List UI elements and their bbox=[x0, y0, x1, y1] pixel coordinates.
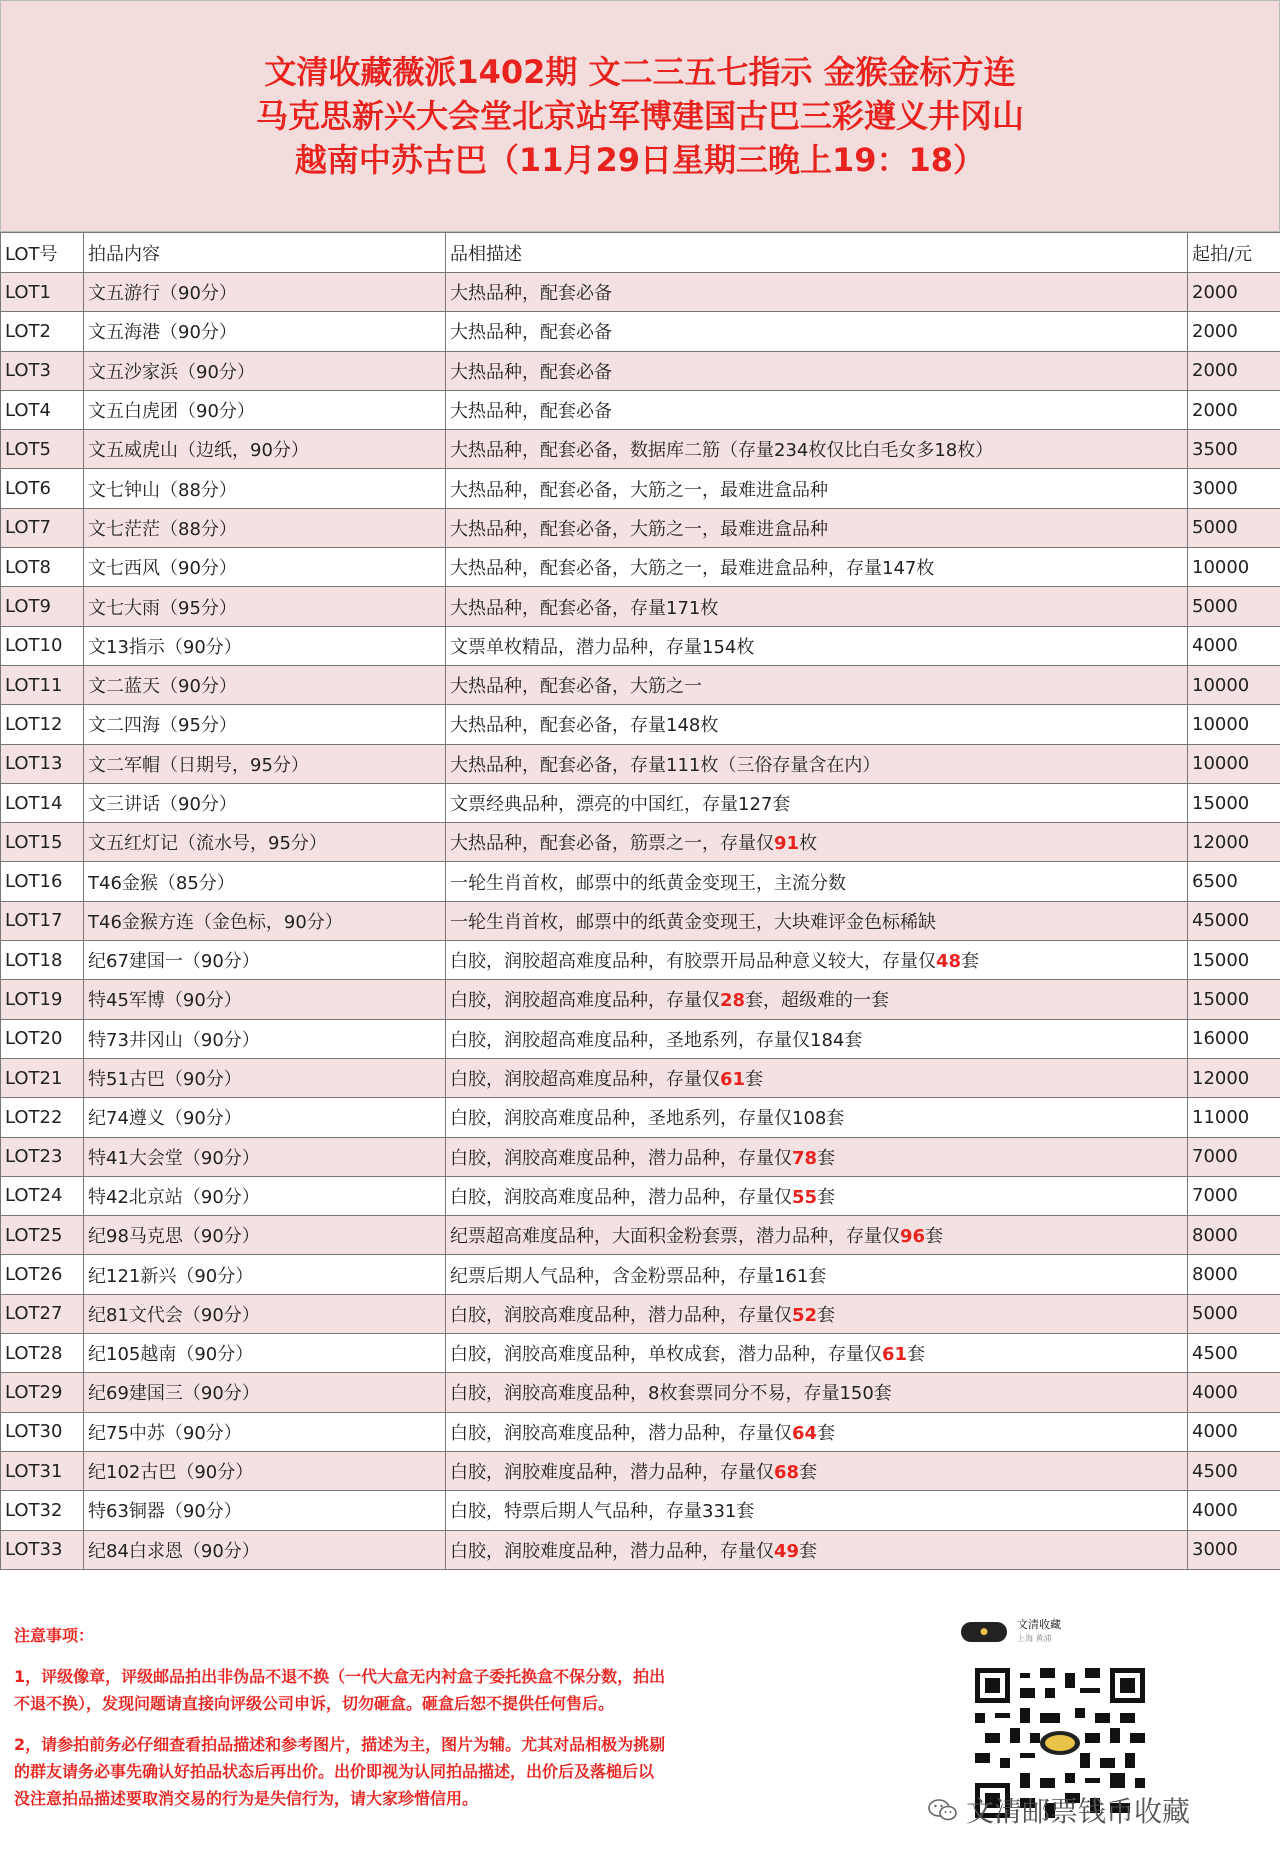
lot-start-price: 12000 bbox=[1188, 1058, 1280, 1097]
table-row bbox=[1, 1373, 1280, 1412]
description-text: 枚 bbox=[799, 833, 818, 855]
lot-start-price: 4000 bbox=[1188, 1373, 1280, 1412]
lot-start-price: 8000 bbox=[1188, 1216, 1280, 1255]
lot-description bbox=[446, 1412, 1188, 1451]
lot-number: LOT30 bbox=[1, 1412, 84, 1451]
lot-item: 纪105越南（90分） bbox=[84, 1334, 446, 1373]
lot-description bbox=[446, 508, 1188, 547]
table-row bbox=[1, 469, 1280, 508]
notes-paragraph-1: 1，评级像章，评级邮品拍出非伪品不退不换（一代大盒无内衬盒子委托换盒不保分数，拍出 不退不换），发现问题请直接向评级公司申诉，切勿砸盒。砸盒后恕不提供任何售后。 bbox=[14, 1667, 666, 1713]
table-body bbox=[1, 273, 1280, 1570]
lot-description bbox=[446, 705, 1188, 744]
table-row bbox=[1, 901, 1280, 940]
lot-description bbox=[446, 665, 1188, 704]
description-text: 白胶，润胶高难度品种，圣地系列，存量仅108套 bbox=[450, 1108, 845, 1130]
table-header-row bbox=[1, 233, 1280, 273]
lot-description bbox=[446, 1137, 1188, 1176]
lot-item: 文七西风（90分） bbox=[84, 548, 446, 587]
lot-start-price: 10000 bbox=[1188, 744, 1280, 783]
lot-description bbox=[446, 390, 1188, 429]
lot-start-price: 6500 bbox=[1188, 862, 1280, 901]
table-row bbox=[1, 273, 1280, 312]
lot-number: LOT13 bbox=[1, 744, 84, 783]
description-text: 文票经典品种，漂亮的中国红，存量127套 bbox=[450, 794, 791, 815]
lot-item: 文五沙家浜（90分） bbox=[84, 351, 446, 390]
highlight-quantity: 64 bbox=[792, 1422, 818, 1444]
table-row bbox=[1, 705, 1280, 744]
lot-number: LOT16 bbox=[1, 862, 84, 901]
lot-item: T46金猴（85分） bbox=[84, 862, 446, 901]
lot-item: 特73井冈山（90分） bbox=[84, 1019, 446, 1058]
table-row bbox=[1, 1176, 1280, 1215]
highlight-quantity: 78 bbox=[792, 1147, 818, 1169]
lot-description bbox=[446, 783, 1188, 822]
page-header bbox=[0, 0, 1280, 232]
description-text: 套 bbox=[817, 1304, 836, 1326]
lot-start-price: 16000 bbox=[1188, 1019, 1280, 1058]
table-row bbox=[1, 1412, 1280, 1451]
lot-description bbox=[446, 1373, 1188, 1412]
lot-item: 文五威虎山（边纸，90分） bbox=[84, 430, 446, 469]
lot-description bbox=[446, 1491, 1188, 1530]
col-header-item: 拍品内容 bbox=[84, 233, 446, 273]
table-row bbox=[1, 941, 1280, 980]
lot-start-price: 4000 bbox=[1188, 626, 1280, 665]
highlight-quantity: 96 bbox=[900, 1226, 926, 1248]
watermark-text: 文清邮票钱币收藏 bbox=[966, 1795, 1191, 1828]
lot-item: 纪102古巴（90分） bbox=[84, 1451, 446, 1490]
description-text: 大热品种，配套必备，存量111枚（三俗存量含在内） bbox=[450, 754, 881, 776]
description-text: 大热品种，配套必备，数据库二筋（存量234枚仅比白毛女多18枚） bbox=[450, 440, 994, 462]
lot-description bbox=[446, 941, 1188, 980]
notes-section bbox=[14, 1622, 814, 1826]
lot-item: 文七茫茫（88分） bbox=[84, 508, 446, 547]
table-row bbox=[1, 508, 1280, 547]
lot-table bbox=[0, 232, 1280, 1570]
description-text: 白胶，润胶超高难度品种，圣地系列，存量仅184套 bbox=[450, 1029, 863, 1051]
qr-account-name: 文清收藏 bbox=[1017, 1618, 1061, 1631]
lot-number: LOT20 bbox=[1, 1019, 84, 1058]
lot-description bbox=[446, 1451, 1188, 1490]
description-text: 白胶，润胶难度品种，潜力品种，存量仅 bbox=[450, 1540, 774, 1562]
lot-start-price: 8000 bbox=[1188, 1255, 1280, 1294]
lot-number: LOT19 bbox=[1, 980, 84, 1019]
lot-start-price: 3000 bbox=[1188, 469, 1280, 508]
table-row bbox=[1, 430, 1280, 469]
lot-number: LOT26 bbox=[1, 1255, 84, 1294]
description-text: 文票单枚精品，潜力品种，存量154枚 bbox=[450, 636, 755, 658]
lot-item: 文七大雨（95分） bbox=[84, 587, 446, 626]
lot-number: LOT18 bbox=[1, 941, 84, 980]
title-line-3: 越南中苏古巴（11月29日星期三晚上19：18） bbox=[294, 141, 986, 179]
description-text: 纪票后期人气品种，含金粉票品种，存量161套 bbox=[450, 1265, 827, 1287]
highlight-quantity: 28 bbox=[720, 990, 746, 1012]
highlight-quantity: 91 bbox=[774, 833, 800, 855]
lot-description bbox=[446, 469, 1188, 508]
table-row bbox=[1, 1491, 1280, 1530]
qr-header bbox=[961, 1618, 1195, 1646]
lot-item: 特45军博（90分） bbox=[84, 980, 446, 1019]
description-text: 白胶，特票后期人气品种，存量331套 bbox=[450, 1501, 755, 1523]
lot-description bbox=[446, 312, 1188, 351]
lot-start-price: 10000 bbox=[1188, 705, 1280, 744]
description-text: 白胶，润胶超高难度品种，有胶票开局品种意义较大，存量仅 bbox=[450, 951, 936, 973]
table-row bbox=[1, 390, 1280, 429]
table-row bbox=[1, 1098, 1280, 1137]
lot-start-price: 10000 bbox=[1188, 665, 1280, 704]
lot-number: LOT2 bbox=[1, 312, 84, 351]
description-text: 白胶，润胶高难度品种，潜力品种，存量仅 bbox=[450, 1186, 792, 1208]
lot-number: LOT5 bbox=[1, 430, 84, 469]
table-row bbox=[1, 1451, 1280, 1490]
lot-description bbox=[446, 1098, 1188, 1137]
description-text: 大热品种，配套必备，大筋之一，最难进盒品种，存量147枚 bbox=[450, 558, 935, 580]
lot-start-price: 2000 bbox=[1188, 351, 1280, 390]
lot-start-price: 15000 bbox=[1188, 941, 1280, 980]
table-row bbox=[1, 1294, 1280, 1333]
lot-start-price: 11000 bbox=[1188, 1098, 1280, 1137]
lot-number: LOT21 bbox=[1, 1058, 84, 1097]
lot-start-price: 4500 bbox=[1188, 1451, 1280, 1490]
lot-item: 文三讲话（90分） bbox=[84, 783, 446, 822]
description-text: 套 bbox=[745, 1069, 764, 1091]
lot-start-price: 2000 bbox=[1188, 273, 1280, 312]
lot-number: LOT17 bbox=[1, 901, 84, 940]
lot-number: LOT10 bbox=[1, 626, 84, 665]
lot-start-price: 15000 bbox=[1188, 783, 1280, 822]
table-row bbox=[1, 783, 1280, 822]
lot-item: 纪67建国一（90分） bbox=[84, 941, 446, 980]
lot-start-price: 45000 bbox=[1188, 901, 1280, 940]
lot-description bbox=[446, 626, 1188, 665]
lot-item: 特63铜器（90分） bbox=[84, 1491, 446, 1530]
description-text: 套 bbox=[799, 1540, 818, 1562]
lot-start-price: 10000 bbox=[1188, 548, 1280, 587]
lot-description bbox=[446, 351, 1188, 390]
lot-description bbox=[446, 1019, 1188, 1058]
brand-logo: ● bbox=[961, 1622, 1007, 1642]
qr-account-location: 上海 黄浦 bbox=[1017, 1634, 1052, 1643]
description-text: 一轮生肖首枚，邮票中的纸黄金变现王，大块难评金色标稀缺 bbox=[450, 911, 936, 933]
lot-number: LOT25 bbox=[1, 1216, 84, 1255]
lot-start-price: 5000 bbox=[1188, 587, 1280, 626]
table-row bbox=[1, 862, 1280, 901]
description-text: 大热品种，配套必备，大筋之一，最难进盒品种 bbox=[450, 518, 828, 540]
description-text: 大热品种，配套必备 bbox=[450, 361, 612, 383]
description-text: 白胶，润胶难度品种，潜力品种，存量仅 bbox=[450, 1462, 774, 1484]
lot-start-price: 5000 bbox=[1188, 508, 1280, 547]
description-text: 白胶，润胶高难度品种，潜力品种，存量仅 bbox=[450, 1422, 792, 1444]
lot-start-price: 5000 bbox=[1188, 1294, 1280, 1333]
table-row bbox=[1, 980, 1280, 1019]
lot-item: 文五白虎团（90分） bbox=[84, 390, 446, 429]
lot-start-price: 2000 bbox=[1188, 312, 1280, 351]
col-header-price: 起拍/元 bbox=[1188, 233, 1280, 273]
lot-number: LOT7 bbox=[1, 508, 84, 547]
description-text: 大热品种，配套必备 bbox=[450, 401, 612, 423]
lot-description bbox=[446, 1294, 1188, 1333]
highlight-quantity: 68 bbox=[774, 1462, 800, 1484]
lot-description bbox=[446, 548, 1188, 587]
lot-start-price: 7000 bbox=[1188, 1176, 1280, 1215]
lot-number: LOT9 bbox=[1, 587, 84, 626]
lot-description bbox=[446, 1176, 1188, 1215]
lot-item: 特42北京站（90分） bbox=[84, 1176, 446, 1215]
notes-paragraph-2: 2，请参拍前务必仔细查看拍品描述和参考图片，描述为主，图片为辅。尤其对品相极为挑剔 的群友请务必事先确认好拍品状态后再出价。出价即视为认同拍品描述，出价后及落槌后以 没注意拍品描述要取消交易的行为是失信行为，请大家珍惜信用。 bbox=[14, 1735, 666, 1808]
lot-description bbox=[446, 744, 1188, 783]
lot-item: T46金猴方连（金色标，90分） bbox=[84, 901, 446, 940]
highlight-quantity: 48 bbox=[936, 951, 962, 973]
lot-start-price: 7000 bbox=[1188, 1137, 1280, 1176]
lot-item: 纪74遵义（90分） bbox=[84, 1098, 446, 1137]
lot-description bbox=[446, 1216, 1188, 1255]
lot-item: 文二四海（95分） bbox=[84, 705, 446, 744]
description-text: 大热品种，配套必备，存量171枚 bbox=[450, 597, 719, 619]
description-text: 白胶，润胶高难度品种，潜力品种，存量仅 bbox=[450, 1304, 792, 1326]
qr-account bbox=[1017, 1618, 1061, 1646]
description-text: 大热品种，配套必备 bbox=[450, 283, 612, 305]
lot-number: LOT32 bbox=[1, 1491, 84, 1530]
lot-number: LOT22 bbox=[1, 1098, 84, 1137]
table-row bbox=[1, 1530, 1280, 1569]
description-text: 大热品种，配套必备，存量148枚 bbox=[450, 715, 719, 737]
lot-item: 文13指示（90分） bbox=[84, 626, 446, 665]
table-row bbox=[1, 1019, 1280, 1058]
lot-number: LOT3 bbox=[1, 351, 84, 390]
lot-number: LOT6 bbox=[1, 469, 84, 508]
table-row bbox=[1, 823, 1280, 862]
lot-item: 特41大会堂（90分） bbox=[84, 1137, 446, 1176]
lot-start-price: 12000 bbox=[1188, 823, 1280, 862]
lot-start-price: 4500 bbox=[1188, 1334, 1280, 1373]
col-header-desc: 品相描述 bbox=[446, 233, 1188, 273]
description-text: 大热品种，配套必备 bbox=[450, 322, 612, 344]
lot-number: LOT1 bbox=[1, 273, 84, 312]
lot-description bbox=[446, 273, 1188, 312]
lot-number: LOT28 bbox=[1, 1334, 84, 1373]
lot-number: LOT11 bbox=[1, 665, 84, 704]
highlight-quantity: 52 bbox=[792, 1304, 818, 1326]
lot-number: LOT4 bbox=[1, 390, 84, 429]
title-line-1: 文清收藏薇派1402期 文二三五七指示 金猴金标方连 bbox=[264, 53, 1016, 91]
lot-item: 纪84白求恩（90分） bbox=[84, 1530, 446, 1569]
table-row bbox=[1, 665, 1280, 704]
description-text: 白胶，润胶超高难度品种，存量仅 bbox=[450, 990, 720, 1012]
description-text: 大热品种，配套必备，筋票之一，存量仅 bbox=[450, 833, 774, 855]
table-row bbox=[1, 1216, 1280, 1255]
lot-description bbox=[446, 862, 1188, 901]
lot-description bbox=[446, 901, 1188, 940]
lot-item: 纪121新兴（90分） bbox=[84, 1255, 446, 1294]
description-text: 套 bbox=[817, 1422, 836, 1444]
lot-number: LOT27 bbox=[1, 1294, 84, 1333]
table-row bbox=[1, 351, 1280, 390]
lot-description bbox=[446, 980, 1188, 1019]
description-text: 套，超级难的一套 bbox=[745, 990, 890, 1012]
table-row bbox=[1, 312, 1280, 351]
lot-start-price: 4000 bbox=[1188, 1491, 1280, 1530]
lot-number: LOT14 bbox=[1, 783, 84, 822]
wechat-icon bbox=[928, 1798, 958, 1822]
highlight-quantity: 49 bbox=[774, 1540, 800, 1562]
description-text: 白胶，润胶高难度品种，8枚套票同分不易，存量150套 bbox=[450, 1383, 892, 1405]
lot-number: LOT12 bbox=[1, 705, 84, 744]
lot-item: 文七钟山（88分） bbox=[84, 469, 446, 508]
lot-item: 纪75中苏（90分） bbox=[84, 1412, 446, 1451]
lot-description bbox=[446, 1334, 1188, 1373]
description-text: 套 bbox=[817, 1147, 836, 1169]
table-row bbox=[1, 587, 1280, 626]
lot-description bbox=[446, 430, 1188, 469]
lot-start-price: 3000 bbox=[1188, 1530, 1280, 1569]
description-text: 白胶，润胶高难度品种，单枚成套，潜力品种，存量仅 bbox=[450, 1344, 882, 1366]
description-text: 大热品种，配套必备，大筋之一 bbox=[450, 676, 702, 698]
description-text: 大热品种，配套必备，大筋之一，最难进盒品种 bbox=[450, 479, 828, 501]
lot-description bbox=[446, 1530, 1188, 1569]
description-text: 套 bbox=[925, 1226, 944, 1248]
table-row bbox=[1, 744, 1280, 783]
lot-item: 文五游行（90分） bbox=[84, 273, 446, 312]
lot-number: LOT8 bbox=[1, 548, 84, 587]
title-line-2: 马克思新兴大会堂北京站军博建国古巴三彩遵义井冈山 bbox=[255, 97, 1024, 135]
description-text: 套 bbox=[817, 1186, 836, 1208]
description-text: 纪票超高难度品种，大面积金粉套票，潜力品种，存量仅 bbox=[450, 1226, 900, 1248]
lot-start-price: 4000 bbox=[1188, 1412, 1280, 1451]
lot-item: 纪98马克思（90分） bbox=[84, 1216, 446, 1255]
description-text: 套 bbox=[961, 951, 980, 973]
description-text: 白胶，润胶超高难度品种，存量仅 bbox=[450, 1069, 720, 1091]
highlight-quantity: 61 bbox=[720, 1069, 746, 1091]
lot-start-price: 15000 bbox=[1188, 980, 1280, 1019]
table-row bbox=[1, 548, 1280, 587]
watermark bbox=[928, 1790, 1190, 1830]
lot-number: LOT24 bbox=[1, 1176, 84, 1215]
lot-description bbox=[446, 587, 1188, 626]
lot-start-price: 3500 bbox=[1188, 430, 1280, 469]
lot-number: LOT29 bbox=[1, 1373, 84, 1412]
highlight-quantity: 61 bbox=[882, 1344, 908, 1366]
highlight-quantity: 55 bbox=[792, 1186, 818, 1208]
lot-description bbox=[446, 1255, 1188, 1294]
col-header-lot: LOT号 bbox=[1, 233, 84, 273]
lot-number: LOT23 bbox=[1, 1137, 84, 1176]
notes-title: 注意事项： bbox=[14, 1626, 95, 1645]
lot-description bbox=[446, 1058, 1188, 1097]
lot-item: 文五红灯记（流水号，95分） bbox=[84, 823, 446, 862]
lot-number: LOT15 bbox=[1, 823, 84, 862]
description-text: 套 bbox=[907, 1344, 926, 1366]
lot-item: 特51古巴（90分） bbox=[84, 1058, 446, 1097]
lot-item: 纪81文代会（90分） bbox=[84, 1294, 446, 1333]
lot-number: LOT33 bbox=[1, 1530, 84, 1569]
lot-item: 纪69建国三（90分） bbox=[84, 1373, 446, 1412]
table-row bbox=[1, 1334, 1280, 1373]
lot-item: 文二军帽（日期号，95分） bbox=[84, 744, 446, 783]
description-text: 套 bbox=[799, 1462, 818, 1484]
description-text: 一轮生肖首枚，邮票中的纸黄金变现王，主流分数 bbox=[450, 872, 846, 894]
lot-number: LOT31 bbox=[1, 1451, 84, 1490]
description-text: 白胶，润胶高难度品种，潜力品种，存量仅 bbox=[450, 1147, 792, 1169]
lot-item: 文五海港（90分） bbox=[84, 312, 446, 351]
table-row bbox=[1, 1255, 1280, 1294]
lot-description bbox=[446, 823, 1188, 862]
table-row bbox=[1, 626, 1280, 665]
table-row bbox=[1, 1058, 1280, 1097]
lot-start-price: 2000 bbox=[1188, 390, 1280, 429]
table-row bbox=[1, 1137, 1280, 1176]
lot-item: 文二蓝天（90分） bbox=[84, 665, 446, 704]
